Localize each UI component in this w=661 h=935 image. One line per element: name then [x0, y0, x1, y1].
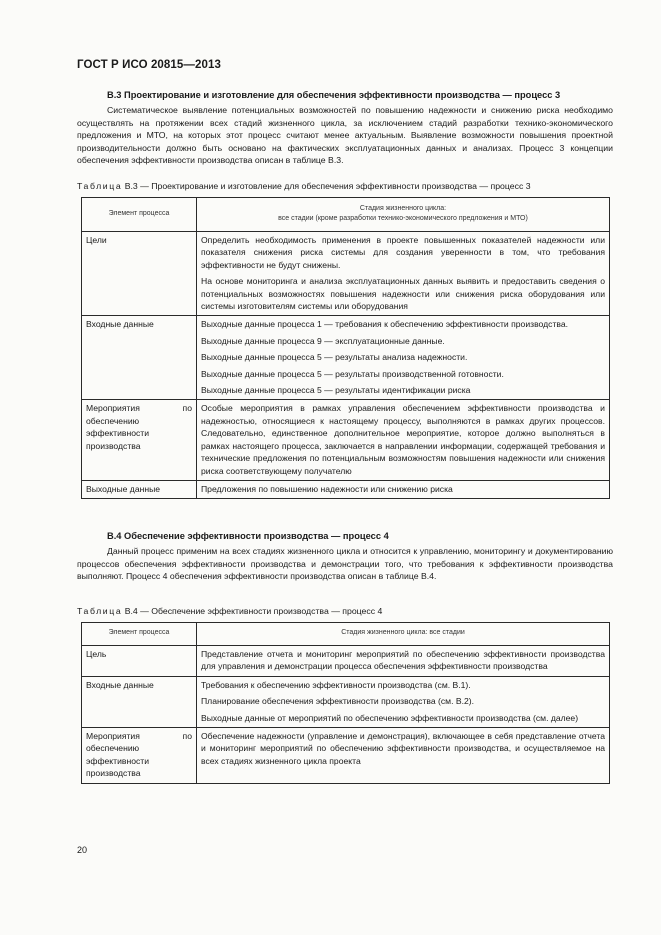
table-cell-element: Выходные данные [82, 480, 197, 498]
table-b4-col2-header: Стадия жизненного цикла: все стадии [197, 623, 610, 646]
table-cell-text: Выходные данные процесса 1 — требования к обеспечению эффективности производства. [201, 319, 569, 330]
table-b4-col1-header: Элемент процесса [82, 623, 197, 646]
table-b3-caption [77, 181, 531, 191]
section-b4-title: В.4 Обеспечение эффективности производства — процесс 4 [107, 531, 389, 541]
table-cell-content [197, 232, 610, 316]
section-b3-paragraph-text: Систематическое выявление потенциальных возможностей по повышению надежности и снижению риска необходимо осуществлять на протяжении всех стадий жизненного цикла, за исключением стадий разработки технико-экономического предложения и МТО, на которых этот процесс считают менее актуальным. Выявление возможности повышения проектной производительности должно быть основано на фактических эксплуатационных данных и анализах. Процесс 3 концепции обеспечения эффективности производства описан в таблице В.3. [77, 105, 613, 166]
table-cell-element: Входные данные [82, 676, 197, 727]
table-cell-text: Выходные данные от мероприятий по обеспечению эффективности производства (см. далее) [201, 712, 579, 723]
table-cell-text: Выходные данные процесса 5 — результаты идентификации риска [201, 385, 471, 396]
section-b4-paragraph-text: Данный процесс применим на всех стадиях жизненного цикла и относится к управлению, мониторингу и документированию процессов обеспечения эффективности производства и демонстрации того, что требования к эффективности производства выполняют. Процесс 4 обеспечения эффективности производства описан в таблице В.4. [77, 546, 613, 582]
table-b3 [81, 197, 610, 499]
table-b3-col2-header [197, 198, 610, 232]
table-b3-caption-text: В.3 — Проектирование и изготовление для обеспечения эффективности производства — процесс 3 [124, 181, 531, 191]
table-cell-element: Входные данные [82, 316, 197, 400]
table-row [82, 316, 610, 400]
table-row [82, 400, 610, 480]
table-cell-text: Выходные данные процесса 9 — эксплуатационные данные. [201, 335, 445, 346]
table-cell-element: Мероприятия по обеспечению эффективности производства [82, 400, 197, 480]
table-cell-text: Представление отчета и мониторинг мероприятий по обеспечению эффективности производства для управления и демонстрации процесса обеспечения эффективности производства [201, 649, 605, 672]
table-row [82, 480, 610, 498]
table-cell-text: Определить необходимость применения в проекте повышенных показателей надежности или показателя снижения риска системы для создания уверенности в том, что требования эффективности не будут снижены. [201, 235, 605, 270]
section-b3-title: В.3 Проектирование и изготовление для обеспечения эффективности производства — процесс 3 [107, 90, 561, 100]
table-b4-caption-text: В.4 — Обеспечение эффективности производства — процесс 4 [124, 606, 383, 616]
table-cell-text: На основе мониторинга и анализа эксплуатационных данных выявить и предоставить сведения о потенциальных возможностях повышения надежности или снижения риска оборудования или системы изготовителям системы или оборудования [201, 276, 605, 312]
table-b3-col1-header: Элемент процесса [82, 198, 197, 232]
table-cell-content [197, 728, 610, 784]
table-row [82, 646, 610, 677]
table-cell-content [197, 400, 610, 480]
table-b3-col2-header-line1: Стадия жизненного цикла: [359, 204, 447, 212]
table-row [82, 676, 610, 727]
table-b4-caption-prefix: Таблица [77, 606, 123, 616]
table-b3-col2-header-line2: все стадии (кроме разработки технико-экономического предложения и МТО) [278, 215, 528, 222]
table-cell-element: Мероприятия по обеспечению эффективности производства [82, 728, 197, 784]
table-cell-content [197, 480, 610, 498]
section-b3-paragraph [77, 104, 613, 167]
table-cell-content [197, 646, 610, 677]
table-cell-text: Планирование обеспечения эффективности производства (см. В.2). [201, 696, 475, 707]
table-cell-content [197, 676, 610, 727]
table-cell-text: Выходные данные процесса 5 — результаты анализа надежности. [201, 352, 468, 363]
table-b3-caption-prefix: Таблица [77, 181, 123, 191]
table-cell-element: Цели [82, 232, 197, 316]
page-number: 20 [77, 845, 88, 855]
table-b4-caption [77, 606, 382, 616]
table-cell-text: Выходные данные процесса 5 — результаты производственной готовности. [201, 368, 504, 379]
table-row [82, 232, 610, 316]
table-b3-header-row [82, 198, 610, 232]
table-b4-header-row [82, 623, 610, 646]
table-row [82, 728, 610, 784]
section-b4-paragraph [77, 545, 613, 583]
table-cell-element: Цель [82, 646, 197, 677]
table-cell-text: Предложения по повышению надежности или снижению риска [201, 483, 453, 494]
table-cell-text: Требования к обеспечению эффективности производства (см. В.1). [201, 679, 471, 690]
table-b4 [81, 622, 610, 784]
table-cell-text: Особые мероприятия в рамках управления обеспечением эффективности производства и надежностью, относящиеся к настоящему процессу, выполняются в рамках других процессов. Следовательно, единственное дополнительное мероприятие, которое должно выполняться в рамках настоящего процесса, заключается в направлении информации, содержащей требования и технические предложения по потенциальным возможностям повышения надежности или снижения риска соответствующему получателю [201, 403, 605, 476]
table-cell-text: Обеспечение надежности (управление и демонстрация), включающее в себя представление отчета и мониторинг мероприятий по обеспечению эффективности производства, и осуществляемое на всех стадиях жизненного цикла проекта [201, 731, 605, 766]
document-header: ГОСТ Р ИСО 20815—2013 [77, 59, 222, 71]
table-cell-content [197, 316, 610, 400]
